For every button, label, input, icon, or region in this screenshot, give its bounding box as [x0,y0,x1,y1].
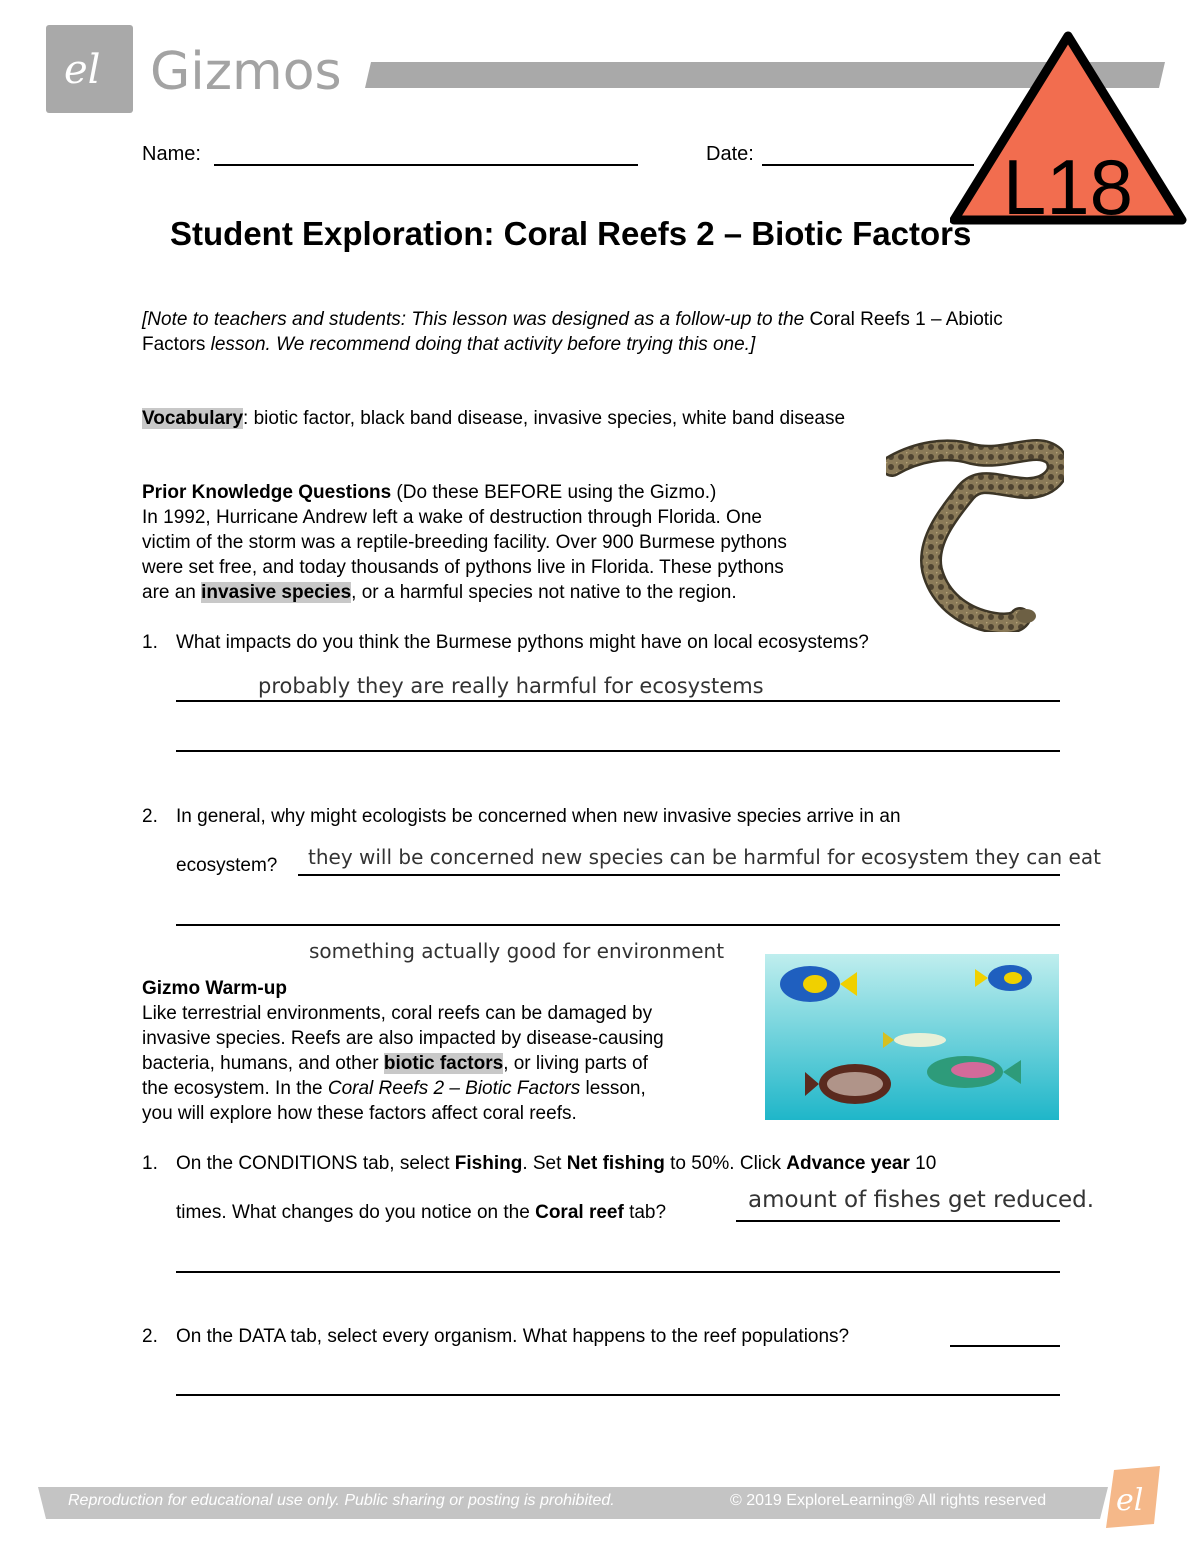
answer-line [176,1271,1060,1273]
svg-text:L18: L18 [1002,143,1134,230]
date-label: Date: [706,143,754,165]
answer-line [176,700,1060,702]
question-number: 2. [142,806,158,827]
note-lesson-title: Coral Reefs 1 – Abiotic Factors [142,309,1003,355]
warmup-question-2: On the DATA tab, select every organism. What happens to the reef populations? [176,1326,850,1347]
el-footer-logo-icon [1104,1466,1162,1528]
warmup-heading-text: Gizmo Warm-up [142,978,287,999]
prior-answer-2[interactable]: they will be concerned new species can be harmful for ecosystem they can eat [308,845,1101,869]
answer-line[interactable] [176,1394,1060,1396]
warmup-line-4a: the ecosystem. In the [142,1078,328,1099]
prior-line-1: In 1992, Hurricane Andrew left a wake of destruction through Florida. One [142,507,762,528]
prior-heading-bold: Prior Knowledge Questions [142,482,392,503]
term-biotic-factors: biotic factors [383,1053,504,1074]
term-invasive-species: invasive species [201,582,352,603]
name-field[interactable] [214,164,638,166]
answer-line [176,924,1060,926]
prior-question-2-cont: ecosystem? [176,855,278,876]
note-part1: [Note to teachers and students: This lesson was designed as a follow-up to the [142,309,810,330]
prior-answer-2-cont[interactable]: something actually good for environment [309,939,725,963]
warmup-answer-1[interactable]: amount of fishes get reduced. [748,1187,1095,1213]
vocabulary-line [142,406,845,431]
warmup-line-4 [142,1076,646,1101]
page-title: Student Exploration: Coral Reefs 2 – Biotic Factors [170,215,972,252]
answer-line[interactable] [950,1345,1060,1347]
prior-answer-1[interactable]: probably they are really harmful for ecosystems [258,674,764,698]
warmup-line-5: you will explore how these factors affect coral reefs. [142,1103,577,1124]
prior-line-3: were set free, and today thousands of pythons live in Florida. These pythons [142,557,784,578]
warmup-lesson-title: Coral Reefs 2 – Biotic Factors [327,1078,581,1099]
warmup-question-1-cont [176,1200,666,1225]
vocabulary-label: Vocabulary [142,408,244,429]
vocabulary-terms: : biotic factor, black band disease, invasive species, white band disease [243,408,846,429]
q1-text-j: tab? [623,1202,667,1223]
q1-text-a: On the CONDITIONS tab, select [176,1153,455,1174]
q1-fishing: Fishing [454,1153,523,1174]
footer-notice: Reproduction for educational use only. Public sharing or posting is prohibited. [68,1492,615,1509]
warmup-line-4b: lesson, [580,1078,646,1099]
teacher-note [142,307,1062,357]
date-field[interactable] [762,164,974,166]
q1-net-fishing: Net fishing [566,1153,665,1174]
q1-text-c: . Set [522,1153,567,1174]
q1-text-g: 10 [909,1153,937,1174]
warning-triangle-icon [950,30,1190,230]
answer-line [298,874,1060,876]
warmup-heading [142,976,287,1001]
svg-text:el: el [64,47,101,93]
question-number: 1. [142,632,158,653]
burmese-python-image [886,432,1064,632]
q1-coral-reef: Coral reef [535,1202,624,1223]
warmup-line-3b: , or living parts of [503,1053,648,1074]
q1-text-e: to 50%. Click [664,1153,787,1174]
prior-line-4a: are an [142,582,202,603]
warmup-question-1 [176,1151,936,1176]
name-label: Name: [142,143,201,165]
note-part3: lesson. We recommend doing that activity before trying this one.] [205,334,756,355]
answer-line [736,1220,1060,1222]
q1-advance-year: Advance year [786,1153,910,1174]
question-number: 2. [142,1326,158,1347]
prior-line-2: victim of the storm was a reptile-breeding facility. Over 900 Burmese pythons [142,532,787,553]
prior-question-2: In general, why might ecologists be concerned when new invasive species arrive in an [176,806,901,827]
warmup-line-3a: bacteria, humans, and other [142,1053,384,1074]
el-logo-icon [46,25,133,113]
explorelearning-logo [46,25,133,113]
prior-knowledge-heading [142,480,716,505]
prior-line-4b: , or a harmful species not native to the region. [351,582,737,603]
prior-question-1: What impacts do you think the Burmese pythons might have on local ecosystems? [176,632,869,653]
prior-heading-suffix: (Do these BEFORE using the Gizmo.) [391,482,717,503]
question-number: 1. [142,1153,158,1174]
reef-fish-image [765,954,1059,1120]
footer-copyright: © 2019 ExploreLearning® All rights reserved [730,1492,1047,1509]
warmup-line-3 [142,1051,648,1076]
svg-text:el: el [1116,1483,1144,1518]
prior-line-4 [142,580,737,605]
q1-text-h: times. What changes do you notice on the [176,1202,536,1223]
answer-line [176,750,1060,752]
warmup-line-1: Like terrestrial environments, coral reefs can be damaged by [142,1003,653,1024]
warmup-line-2: invasive species. Reefs are also impacted by disease-causing [142,1028,664,1049]
gizmos-brand: Gizmos [150,42,342,102]
